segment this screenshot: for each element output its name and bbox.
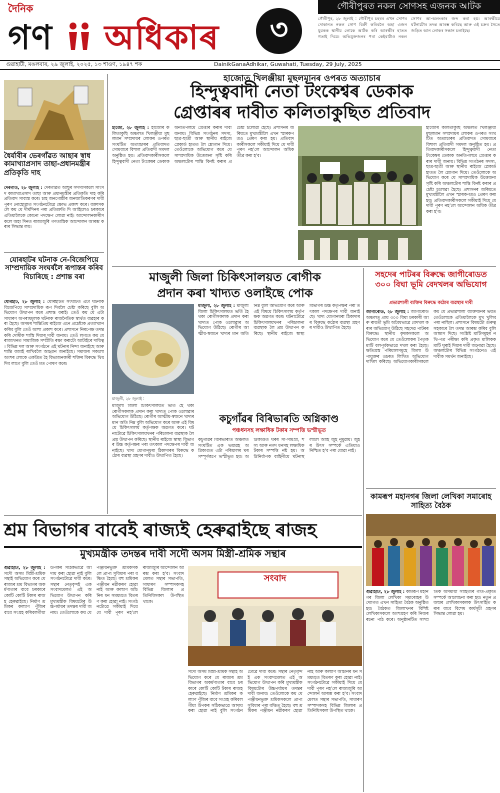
lead-sidebar-text: হাজোৰ কলিতাকুছি অঞ্চলত খিলঞ্জীয়া মুছলমান সম্প্ৰদায়ৰ লোকৰ ওপৰত সংঘটিত অত্যাচাৰৰ প্ৰতিবাদত সোমবাৰে বিশাল প্ৰতিবাদী সমদল অনুষ্ঠিত হয়। প্ৰতিবাদকাৰীসকলে হিন্দুত্ববাদী নেতা টংকেশ্বৰ ডেকাক অনতিপলমে গ্ৰেপ্তাৰ কৰাৰ দাবী জনায়। বিভিন্ন সংগঠনৰ সদস্য, ছাত্ৰ-ছাত্ৰী আৰু স্থানীয় ৰাইজে প্লেকাৰ্ড হাতত লৈ শ্লোগান দিয়ে। তেওঁলোকে অভিযোগ কৰে যে সাম্প্ৰদায়িক উত্তেজনা সৃষ্টি কৰি অঞ্চলটোৰ শান্তি বিনষ্ট কৰাৰ প্ৰচেষ্টা চলোৱা হৈছে। প্ৰশাসনৰ জৰিয়তে মুখ্যমন্ত্ৰীলৈ এখন স্মাৰকপত্ৰও প্ৰেৰণ কৰা হয়। প্ৰতিবাদকাৰীসকলে সকীয়াই দিয়ে যে দাবী পূৰণ নহ'লে আন্দোলন অধিক তীব্ৰ কৰা হ'ব। (426, 126, 496, 215)
lead-kicker: হাজোত খিলঞ্জীয়া মুছলমানৰ ওপৰত অত্যাচাৰ (223, 74, 381, 84)
bottom-body-continued: সদৌ অসম মিস্ত্ৰী-শ্ৰমিক সন্থাই অভিযোগ কৰে যে ৰাজ্যৰ শ্ৰম বিভাগৰ অকৰ্মণ্যতাৰ বাবে চৰকাৰে কোটি কোটি টকাৰ ৰাজহ হেৰুৱাইছে। নিৰ্মাণ শ্ৰমিকৰ কল্যাণ পুঁজিৰ বাবে সংগ্ৰহ কৰিবলগীয়া উপকৰ সঠিকভাৱে আদায় কৰা হোৱা নাই বুলি সংগঠনটোৱে দাবী কৰে। সন্থাৰ নেতৃবৃন্দই এক সংবাদমেলত এই অভিযোগ উত্থাপন কৰি মুখ্যমন্ত্ৰীক বিষয়টোৰ উচ্চপৰ্যায়ৰ তদন্তৰ দাবী জনায়। তেওঁলোকে কয় যে পঞ্জীয়নভুক্ত শ্ৰমিকসকলে প্ৰাপ্য সুবিধাৰ পৰা বঞ্চিত হৈছে। বহু শ্ৰমিকৰ পঞ্জীয়ন নৱীকৰণ হোৱা নাই আৰু কল্যাণ আঁচনিৰ ধন সময়মতে বিতৰণ কৰা হোৱা নাই। সংগঠনটোৱে সকীয়াই দিয়ে যে দাবী পূৰণ নহ'লে ৰাজ্যজুৰি আন্দোলন আৰম্ভ কৰা হ'ব। সংবাদমেলত সন্থাৰ সভাপতি, সাধাৰণ সম্পাদকসহ বিভিন্ন জিলাৰ প্ৰতিনিধিসকল উপস্থিত থাকে। (188, 670, 362, 715)
majuli-headline-line1[interactable]: মাজুলী জিলা চিকিৎসালয়ত ৰোগীক (149, 270, 321, 284)
date-english: DainikGanaAdhikar, Guwahati, Tuesday, 29 July, 2025 (214, 62, 362, 68)
right-story-text: জাগীৰোড অঞ্চলত প্ৰায় ৩০০ বিঘা চৰকাৰী আৰু ৰায়তী ভূমি অবৈধভাৱে বেদখল কৰাৰ অভিযোগ উঠিছে সহদেৱ পাটৰৰ বিৰুদ্ধে। স্থানীয় কৃষকসকলে অভিযোগ কৰে যে তেওঁলোকৰ পৈতৃক মাটি বলপূৰ্বকভাৱে দখল কৰা হৈছে। ক্ষতিগ্ৰস্ত পৰিয়ালসমূহে জিলা উপায়ুক্তৰ ওচৰত লিখিত অভিযোগ দাখিল কৰিছে। অভিযোগকাৰীসকলে কয় যে প্ৰভাৱশালী ব্যক্তিজনৰ ভয়ত তেওঁলোকে এতিয়ালৈকে মুখ খুলিব পৰা নাছিল। প্ৰশাসনে বিষয়টো গুৰুত্বসহকাৰে লৈ তদন্ত আৰম্ভ কৰিব বুলি আশ্বাস দিছে। সংশ্লিষ্ট মাটিসমূহৰ নথি-পত্ৰ পৰীক্ষা কৰি প্ৰকৃত মালিকক মাটি ঘূৰাই দিয়াৰ দাবী জনোৱা হৈছে। অঞ্চলটোৰ বিভিন্ন সংগঠনেও এই দাবীক সমৰ্থন জনাইছে। (366, 310, 496, 366)
kochugaon-body: কচুগাঁৱৰ বিৰিভাৰতি অঞ্চলত সংঘটিত এক ভয়াৱহ অগ্নিকাণ্ডত এটা পৰিয়ালৰ ঘৰ সম্পূৰ্ণৰূপে ভস্মীভূত হয়। অগ্নিকাণ্ডত ঘৰৰ সা-সামগ্ৰী, শস্য আৰু নগদ ধনসহ লক্ষাধিক টকাৰ সম্পত্তি নষ্ট হয়। অগ্নিনিৰ্বাপক বাহিনীয়ে ঘটনাস্থলীলৈ আহি জুই নুমুৱায়। জুইৰ উৎস সম্পৰ্কে এতিয়াও নিশ্চিত হ'ব পৰা যোৱা নাই। (198, 438, 360, 460)
bottom-dateline: গুৱাহাটী, ২৮ জুলাই : (4, 566, 46, 571)
right-story-subhead: প্ৰভাৱশালী ব্যক্তিৰ বিৰুদ্ধে কঠোৰ ব্যৱস্থাৰ দাবী (389, 301, 473, 306)
lead-dateline: হাজো, ২৮ জুলাই : (112, 126, 149, 131)
right-story-dateline: জাগীৰোড, ২৮ জুলাই : (366, 310, 409, 315)
divider (4, 515, 362, 516)
column-rule (107, 74, 108, 514)
dateline-bar (0, 60, 500, 70)
kamrup-text: কামৰূপ মহানগৰ জিলা লেখিকা সমাৰোহৰ উদ্যোগত এখন সাহিত্য বৈঠক অনুষ্ঠিত হয়। বৈঠকত জিলাখনৰ বিশিষ্ট লেখিকাসকলে অংশগ্ৰহণ কৰি নিজৰ ৰচনা পাঠ কৰে। অনুষ্ঠানটিত সাম্প্ৰতিক অসমীয়া সাহিত্যৰ গতি-প্ৰকৃতি সম্পৰ্কে আলোচনা কৰা হয়। নতুন প্ৰজন্মৰ লেখিকাসকলক উৎসাহিত কৰাৰ বাবে বিশেষ কাৰ্যসূচী গ্ৰহণৰ সিদ্ধান্ত লোৱা হয়। (366, 590, 496, 623)
promo-teaser: গৌৰীপুৰ, ২৮ জুলাই : গৌৰীপুৰ চহৰৰ এখন সোণৰ দোকানত নকল সোণ বিক্ৰী কৰিবলৈ অহা এজন যুৱকক স্থানীয় লোকে আটক কৰি আৰক্ষীৰ হাতত গতাই দিয়ে। অভিযুক্তজনৰ পৰা কেইবাটাও নকল সোণৰ আ-অলংকাৰ জব্দ কৰা হয়। আৰক্ষীয়ে ঘটনাটোৰ তদন্ত আৰম্ভ কৰিছে আৰু এই চক্ৰৰ সৈতে জড়িত আন লোকৰ সন্ধান চলাইছে। (318, 16, 500, 39)
column-rule (363, 268, 364, 514)
promo-label[interactable]: গৌৰীপুৰত নকল সোণসহ এজনক আটক (318, 0, 500, 14)
lead-photo-2 (298, 230, 422, 260)
divider (4, 252, 104, 253)
right-story-headline[interactable]: সহদেৰ পাটৰৰ বিৰুদ্ধে জাগীৰোডত ৩০০ বিঘা ভূমি বেদখলৰ অভিযোগ (375, 270, 487, 289)
divider (366, 488, 496, 489)
column-rule (363, 514, 364, 792)
lead-headline-line1[interactable]: হিন্দুত্ববাদী নেতা টংকেশ্বৰ ডেকাক (190, 82, 414, 102)
majuli-dateline: মাজুলী, ২৮ জুলাই : (198, 304, 235, 309)
bottom-text: সদৌ অসম মিস্ত্ৰী-শ্ৰমিক সন্থাই অভিযোগ কৰে যে ৰাজ্যৰ শ্ৰম বিভাগৰ অকৰ্মণ্যতাৰ বাবে চৰকাৰে কোটি কোটি টকাৰ ৰাজহ হেৰুৱাইছে। নিৰ্মাণ শ্ৰমিকৰ কল্যাণ পুঁজিৰ বাবে সংগ্ৰহ কৰিবলগীয়া উপকৰ সঠিকভাৱে আদায় কৰা হোৱা নাই বুলি সংগঠনটোৱে দাবী কৰে। সন্থাৰ নেতৃবৃন্দই এক সংবাদমেলত এই অভিযোগ উত্থাপন কৰি মুখ্যমন্ত্ৰীক বিষয়টোৰ উচ্চপৰ্যায়ৰ তদন্তৰ দাবী জনায়। তেওঁলোকে কয় যে পঞ্জীয়নভুক্ত শ্ৰমিকসকলে প্ৰাপ্য সুবিধাৰ পৰা বঞ্চিত হৈছে। বহু শ্ৰমিকৰ পঞ্জীয়ন নৱীকৰণ হোৱা নাই আৰু কল্যাণ আঁচনিৰ ধন সময়মতে বিতৰণ কৰা হোৱা নাই। সংগঠনটোৱে সকীয়াই দিয়ে যে দাবী পূৰণ নহ'লে ৰাজ্যজুৰি আন্দোলন আৰম্ভ কৰা হ'ব। সংবাদমেলত সন্থাৰ সভাপতি, সাধাৰণ সম্পাদকসহ বিভিন্ন জিলাৰ প্ৰতিনিধিসকল উপস্থিত থাকে। (4, 566, 184, 616)
left-story2-dateline: যোৰহাট, ২৮ জুলাই : (4, 300, 45, 305)
kamrup-group-photo (366, 514, 496, 586)
divider (112, 266, 496, 267)
title-right: অধিকাৰ (104, 18, 220, 58)
left-story2-headline[interactable]: যোৰহাটৰ ঘটনাক নে-বিজেপিয়ে সাম্প্ৰদায়িক সংঘৰ্ষলৈ ৰূপান্তৰ কৰিব বিচাৰিছে : প্ৰশান্ত বৰা (4, 256, 104, 281)
left-story2-body (4, 300, 104, 512)
kamrup-headline[interactable]: কামৰূপ মহানগৰ জিলা লেখিকা সমাৰোহ সাহিত্য বৈঠক (370, 492, 492, 510)
majuli-body (198, 304, 360, 412)
majuli-headline-line2[interactable]: প্ৰদান কৰা খাদ্যত ওলাইছে পোক (157, 286, 313, 300)
press-banner-text: সংবাদ (263, 574, 287, 584)
masthead (0, 0, 500, 60)
kochugaon-subhead: পঞ্চধনসহ লক্ষাধিক টকাৰ সম্পত্তি ভস্মীভূত (232, 428, 326, 434)
left-story2-text: যোৰহাটত সংঘটিত এটা ঘটনাক বিজেপিয়ে সাম্প্ৰদায়িক ৰূপ দিবলৈ চেষ্টা কৰিছে বুলি অভিযোগ উত্থাপন কৰে প্ৰশান্ত বৰাই। তেওঁ কয় যে এটা সাধাৰণ অপৰাধমূলক ঘটনাক ৰাজনৈতিক স্বাৰ্থত ব্যৱহাৰ কৰা হৈছে। অসমৰ শান্তিপ্ৰিয় ৰাইজে এনে প্ৰচেষ্টাক প্ৰত্যাখ্যান কৰিব বুলি তেওঁ আশা প্ৰকাশ কৰে। প্ৰশাসনে নিৰপেক্ষ তদন্ত কৰি দোষীক শাস্তি দিয়াৰ দাবী জনায়। তেওঁ লগতে কয় যে ৰাজ্যখনত সামাজিক সম্প্ৰীতি ৰক্ষা কৰাটো আটাইৰে দায়িত্ব। বিভিন্ন দল আৰু সংগঠনে এই ঘটনাৰ নিন্দা জনাইছে আৰু শান্তি বজাই ৰাখিবলৈ আহ্বান জনাইছে। সমাজৰ সকলো অংশৰ লোকে একত্ৰিত হৈ বিভাজনকাৰী শক্তিৰ বিৰুদ্ধে থিয় দিব লাগে বুলি তেওঁ মত পোষণ কৰে। (4, 300, 104, 367)
kochugaon-headline[interactable]: কচুগাঁৱৰ বিৰিভাৰতি অগ্নিকাণ্ড (219, 414, 339, 425)
majuli-caption: মাজুলী, ২৮ জুলাই : (112, 396, 145, 401)
masthead-tagline: দৈনিক (8, 4, 34, 15)
title-left: গণ (8, 18, 53, 58)
majuli-text: মাজুলী জিলা চিকিৎসালয়ত ভৰ্তি হৈ থকা ৰোগীসকলক প্ৰদান কৰা খাদ্যত পোক ওলোৱাৰ অভিযোগ উঠিছে। ৰোগীৰ আত্মীয়-স্বজনে খাদ্যৰ মান অতি নিম্ন বুলি অভিযোগ কৰে আৰু এই বিষয়ে চিকিৎসালয় কৰ্তৃপক্ষক অৱগত কৰে। ঘটনাটোৱে চিকিৎসালয়খনৰ পৰিচালনা ব্যৱস্থাক লৈ প্ৰশ্ন উত্থাপন কৰিছে। স্থানীয় ৰাইজে স্বাস্থ্য বিভাগৰ উচ্চ কৰ্তৃপক্ষৰ পৰা তৎকাল পদক্ষেপৰ দাবী জনাইছে। খাদ্য যোগানধৰা ঠিকাদাৰৰ বিৰুদ্ধে কঠোৰ ব্যৱস্থা গ্ৰহণৰ দাবীও উত্থাপিত হৈছে। (198, 304, 360, 337)
kamrup-dateline: গুৱাহাটী, ২৮ জুলাই : (366, 590, 405, 595)
divider (4, 546, 362, 548)
date-assamese: গুৱাহাটী, মঙলবাৰ, ২৯ জুলাই, ২০২৫, ১৩ শাওণ, ১৯৪৭ শক (6, 62, 143, 68)
bottom-headline[interactable]: শ্ৰম বিভাগৰ বাবেই ৰাজ্যই হেৰুৱাইছে ৰাজহ (4, 520, 317, 541)
bottom-subhead: মুখ্যমন্ত্ৰীক তদন্তৰ দাবী সদৌ অসম মিস্ত্ৰী-শ্ৰমিক সন্থাৰ (80, 549, 286, 560)
left-story-headline[interactable]: ধৈৰ্যাবীৰ ভেৰগাঁৱত আছাৰ স্বাধ কামাখ্যাপ্ৰসাদ তাছা-প্ৰধানমন্ত্ৰীৰ প্ৰতিকৃতি দাহ (4, 152, 91, 177)
left-story-dateline: দেৰগাঁও, ২৮ জুলাই : (4, 186, 43, 191)
lead-body (112, 126, 294, 230)
left-story-text: দেৰগাঁৱত আছুৰ সদস্যসকলে সাংসদ কামাখ্যাপ্ৰসাদ তাছা আৰু প্ৰধানমন্ত্ৰীৰ প্ৰতিকৃতি দাহ কৰি প্ৰতিবাদ সাব্যস্ত কৰে। চাহ জনগোষ্ঠীৰ জনজাতিকৰণৰ দাবী পূৰণ নোহোৱাত সংগঠনটোৱে ক্ষোভ প্ৰকাশ কৰে। বক্তাসকলে কয় যে দীৰ্ঘদিনৰ পৰা প্ৰতিশ্ৰুতি দি আহিলেও চৰকাৰে এতিয়ালৈকে কোনো পদক্ষেপ লোৱা নাই। আন্দোলনকাৰীসকলে অহা দিনত ৰাজ্যজুৰি গণতান্ত্ৰিক আন্দোলন আৰম্ভ কৰাৰ সিদ্ধান্ত লয়। (4, 186, 104, 231)
edition-badge: ৩ (256, 8, 302, 54)
majuli-food-photo (112, 304, 194, 394)
majuli-overflow-text: মাজুলী জিলা চিকিৎসালয়ত ভৰ্তি হৈ থকা ৰোগীসকলক প্ৰদান কৰা খাদ্যত পোক ওলোৱাৰ অভিযোগ উঠিছে। ৰোগীৰ আত্মীয়-স্বজনে খাদ্যৰ মান অতি নিম্ন বুলি অভিযোগ কৰে আৰু এই বিষয়ে চিকিৎসালয় কৰ্তৃপক্ষক অৱগত কৰে। ঘটনাটোৱে চিকিৎসালয়খনৰ পৰিচালনা ব্যৱস্থাক লৈ প্ৰশ্ন উত্থাপন কৰিছে। স্থানীয় ৰাইজে স্বাস্থ্য বিভাগৰ উচ্চ কৰ্তৃপক্ষৰ পৰা তৎকাল পদক্ষেপৰ দাবী জনাইছে। খাদ্য যোগানধৰা ঠিকাদাৰৰ বিৰুদ্ধে কঠোৰ ব্যৱস্থা গ্ৰহণৰ দাবীও উত্থাপিত হৈছে। (112, 404, 194, 460)
kamrup-body (366, 590, 496, 790)
people-logo-icon (66, 20, 92, 52)
lead-text: হাজোৰ কলিতাকুছি অঞ্চলত খিলঞ্জীয়া মুছলমান সম্প্ৰদায়ৰ লোকৰ ওপৰত সংঘটিত অত্যাচাৰৰ প্ৰতিবাদত সোমবাৰে বিশাল প্ৰতিবাদী সমদল অনুষ্ঠিত হয়। প্ৰতিবাদকাৰীসকলে হিন্দুত্ববাদী নেতা টংকেশ্বৰ ডেকাক অনতিপলমে গ্ৰেপ্তাৰ কৰাৰ দাবী জনায়। বিভিন্ন সংগঠনৰ সদস্য, ছাত্ৰ-ছাত্ৰী আৰু স্থানীয় ৰাইজে প্লেকাৰ্ড হাতত লৈ শ্লোগান দিয়ে। তেওঁলোকে অভিযোগ কৰে যে সাম্প্ৰদায়িক উত্তেজনা সৃষ্টি কৰি অঞ্চলটোৰ শান্তি বিনষ্ট কৰাৰ প্ৰচেষ্টা চলোৱা হৈছে। প্ৰশাসনৰ জৰিয়তে মুখ্যমন্ত্ৰীলৈ এখন স্মাৰকপত্ৰও প্ৰেৰণ কৰা হয়। প্ৰতিবাদকাৰীসকলে সকীয়াই দিয়ে যে দাবী পূৰণ নহ'লে আন্দোলন অধিক তীব্ৰ কৰা হ'ব। (112, 126, 294, 165)
right-story-body (366, 310, 496, 486)
lead-headline-line2[interactable]: গ্ৰেপ্তাৰৰ দাবীত কলিতাকুছিত প্ৰতিবাদ (173, 103, 431, 123)
bottom-body (4, 566, 184, 790)
lead-protest-photo (298, 126, 422, 226)
left-story-photo (4, 80, 104, 150)
left-story-body (4, 186, 104, 248)
